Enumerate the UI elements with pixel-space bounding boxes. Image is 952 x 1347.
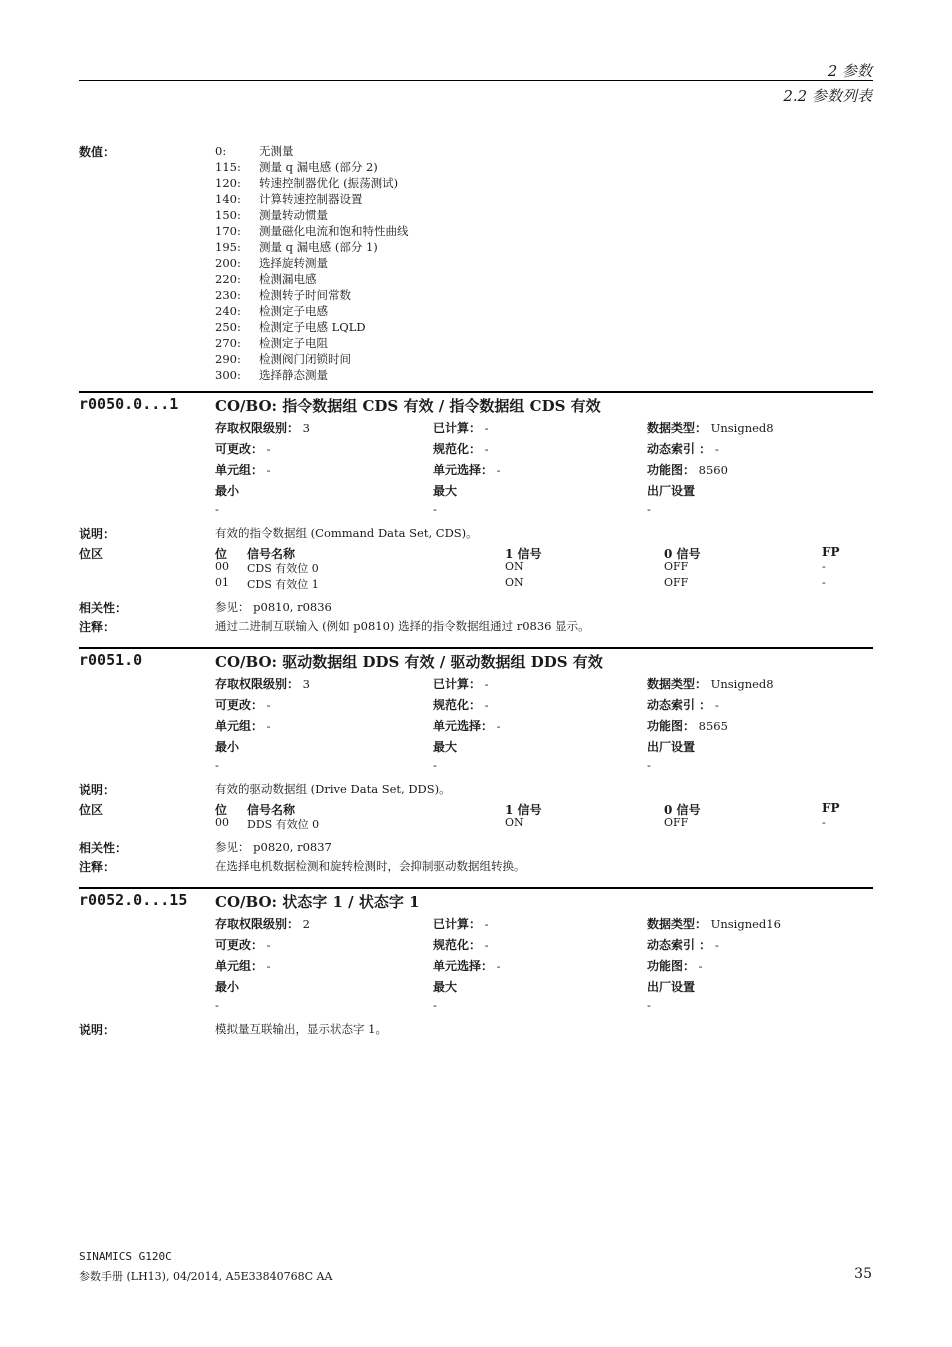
value-row <box>215 287 351 303</box>
attr-label: 可更改： <box>215 698 264 712</box>
attr-label: 功能图： <box>647 463 696 477</box>
value-text: 检测转子时间常数 <box>259 288 351 302</box>
attr-label: 规范化： <box>433 938 482 952</box>
value-code: 290: <box>215 352 241 366</box>
attr-value: 8560 <box>695 463 728 477</box>
bit-one-value: ON <box>505 560 524 573</box>
bit-signal-name: DDS 有效位 0 <box>247 818 320 831</box>
attr-value: - <box>695 959 703 973</box>
value-row <box>215 303 328 319</box>
value-code: 120: <box>215 176 241 190</box>
attr-field <box>215 717 271 734</box>
parameter-name: CO/BO: 驱动数据组 DDS 有效 / 驱动数据组 DDS 有效 <box>215 653 603 671</box>
attr-value: Unsigned8 <box>707 677 774 691</box>
attr-label: 单元组： <box>215 463 264 477</box>
factory-value: - <box>647 502 651 516</box>
max-value: - <box>433 758 437 772</box>
max-value: - <box>433 998 437 1012</box>
fp-col-header: FP <box>822 545 840 559</box>
attr-label: 已计算： <box>433 917 482 931</box>
attr-field <box>433 440 489 457</box>
bit-number: 00 <box>215 560 229 573</box>
description-text: 有效的驱动数据组 (Drive Data Set, DDS)。 <box>215 782 451 796</box>
zero-col-header: 0 信号 <box>664 803 701 817</box>
value-text: 检测漏电感 <box>259 272 317 286</box>
value-row <box>215 239 378 255</box>
one-col-header: 1 信号 <box>505 547 542 561</box>
description-label: 说明： <box>79 1023 116 1037</box>
footer-manual: 参数手册 (LH13), 04/2014, A5E33840768C AA <box>79 1270 333 1283</box>
description-label: 说明： <box>79 783 116 797</box>
value-code: 200: <box>215 256 241 270</box>
factory-label: 出厂设置 <box>647 484 696 498</box>
attr-value: 3 <box>299 421 310 435</box>
value-text: 无测量 <box>259 144 294 158</box>
attr-value: - <box>481 938 489 952</box>
attr-value: 3 <box>299 677 310 691</box>
bit-number: 01 <box>215 576 229 589</box>
attr-label: 功能图： <box>647 719 696 733</box>
footer-product: SINAMICS G120C <box>79 1250 172 1263</box>
factory-label: 出厂设置 <box>647 980 696 994</box>
attr-field <box>433 936 489 953</box>
dependency-text: 参见： p0820, r0837 <box>215 840 332 854</box>
dependency-label: 相关性： <box>79 841 128 855</box>
attr-value: - <box>263 719 271 733</box>
attr-label: 单元组： <box>215 719 264 733</box>
attr-label: 数据类型： <box>647 917 708 931</box>
value-code: 140: <box>215 192 241 206</box>
bit-fp-value: - <box>822 576 826 589</box>
attr-value: - <box>493 719 501 733</box>
attr-value: - <box>263 463 271 477</box>
attr-value: - <box>711 698 719 712</box>
bit-zero-value: OFF <box>664 816 689 829</box>
bit-col-header: 位 <box>215 803 228 817</box>
attr-field <box>215 440 271 457</box>
attr-field <box>433 419 489 436</box>
min-label: 最小 <box>215 980 240 994</box>
value-row <box>215 335 328 351</box>
value-row <box>215 319 366 335</box>
parameter-name: CO/BO: 指令数据组 CDS 有效 / 指令数据组 CDS 有效 <box>215 397 601 415</box>
attr-label: 规范化： <box>433 442 482 456</box>
attr-value: - <box>481 442 489 456</box>
attr-value: - <box>493 463 501 477</box>
value-row <box>215 207 328 223</box>
value-code: 150: <box>215 208 241 222</box>
parameter-id: r0050.0...1 <box>79 395 179 413</box>
attr-field <box>647 957 703 974</box>
value-text: 测量 q 漏电感 (部分 2) <box>259 160 378 174</box>
value-text: 计算转速控制器设置 <box>259 192 363 206</box>
value-text: 转速控制器优化 (振荡测试) <box>259 176 399 190</box>
attr-value: - <box>263 938 271 952</box>
description-text: 有效的指令数据组 (Command Data Set, CDS)。 <box>215 526 478 540</box>
bit-zero-value: OFF <box>664 560 689 573</box>
value-code: 0: <box>215 144 227 158</box>
attr-label: 可更改： <box>215 442 264 456</box>
max-label: 最大 <box>433 740 458 754</box>
note-label: 注释： <box>79 620 116 634</box>
min-value: - <box>215 998 219 1012</box>
value-row <box>215 255 328 271</box>
bit-field-label: 位区 <box>79 803 104 817</box>
parameter-id: r0052.0...15 <box>79 891 188 909</box>
value-code: 195: <box>215 240 241 254</box>
attr-field <box>215 915 310 932</box>
attr-value: Unsigned8 <box>707 421 774 435</box>
one-col-header: 1 信号 <box>505 803 542 817</box>
bit-signal-name: CDS 有效位 1 <box>247 578 319 591</box>
signal-col-header: 信号名称 <box>247 547 296 561</box>
value-row <box>215 143 294 159</box>
note-text: 通过二进制互联输入 (例如 p0810) 选择的指令数据组通过 r0836 显示。 <box>215 619 590 633</box>
attr-value: - <box>711 442 719 456</box>
value-code: 220: <box>215 272 241 286</box>
attr-label: 规范化： <box>433 698 482 712</box>
header-chapter: 2 参数 <box>827 62 872 80</box>
attr-label: 存取权限级别： <box>215 677 300 691</box>
value-code: 170: <box>215 224 241 238</box>
value-code: 300: <box>215 368 241 382</box>
min-value: - <box>215 502 219 516</box>
attr-field <box>433 957 501 974</box>
attr-label: 单元组： <box>215 959 264 973</box>
attr-label: 动态索引 ： <box>647 698 712 712</box>
max-value: - <box>433 502 437 516</box>
value-text: 测量转动惯量 <box>259 208 328 222</box>
value-code: 115: <box>215 160 241 174</box>
value-text: 选择静态测量 <box>259 368 328 382</box>
attr-field <box>647 915 781 932</box>
factory-label: 出厂设置 <box>647 740 696 754</box>
attr-field <box>433 675 489 692</box>
attr-value: - <box>481 917 489 931</box>
min-label: 最小 <box>215 740 240 754</box>
value-text: 检测定子电阻 <box>259 336 328 350</box>
parameter-id: r0051.0 <box>79 651 143 669</box>
attr-label: 单元选择： <box>433 463 494 477</box>
factory-value: - <box>647 758 651 772</box>
attr-field <box>647 936 719 953</box>
attr-field <box>647 419 774 436</box>
attr-field <box>647 696 719 713</box>
attr-field <box>433 696 489 713</box>
note-label: 注释： <box>79 860 116 874</box>
attr-field <box>647 675 774 692</box>
section-rule <box>79 887 873 889</box>
parameter-name: CO/BO: 状态字 1 / 状态字 1 <box>215 893 420 911</box>
attr-field <box>215 419 310 436</box>
header-section: 2.2 参数列表 <box>783 87 872 105</box>
attr-label: 动态索引 ： <box>647 938 712 952</box>
value-text: 测量磁化电流和饱和特性曲线 <box>259 224 409 238</box>
attr-label: 已计算： <box>433 677 482 691</box>
header-rule <box>79 80 873 81</box>
note-text: 在选择电机数据检测和旋转检测时，会抑制驱动数据组转换。 <box>215 859 526 873</box>
bit-col-header: 位 <box>215 547 228 561</box>
attr-label: 存取权限级别： <box>215 421 300 435</box>
min-label: 最小 <box>215 484 240 498</box>
section-rule <box>79 647 873 649</box>
attr-field <box>215 675 310 692</box>
attr-value: 8565 <box>695 719 728 733</box>
description-label: 说明： <box>79 527 116 541</box>
attr-field <box>215 461 271 478</box>
bit-fp-value: - <box>822 560 826 573</box>
attr-value: - <box>481 421 489 435</box>
value-text: 检测定子电感 <box>259 304 328 318</box>
value-code: 230: <box>215 288 241 302</box>
value-text: 检测定子电感 LQLD <box>259 320 366 334</box>
attr-label: 已计算： <box>433 421 482 435</box>
attr-label: 功能图： <box>647 959 696 973</box>
value-text: 测量 q 漏电感 (部分 1) <box>259 240 378 254</box>
attr-label: 可更改： <box>215 938 264 952</box>
attr-field <box>433 717 501 734</box>
attr-field <box>647 717 728 734</box>
attr-field <box>433 461 501 478</box>
bit-signal-name: CDS 有效位 0 <box>247 562 319 575</box>
value-row <box>215 223 409 239</box>
attr-field <box>215 957 271 974</box>
values-label: 数值： <box>79 145 116 159</box>
value-row <box>215 351 351 367</box>
dependency-label: 相关性： <box>79 601 128 615</box>
attr-label: 单元选择： <box>433 719 494 733</box>
attr-field <box>647 440 719 457</box>
value-row <box>215 367 328 383</box>
attr-label: 单元选择： <box>433 959 494 973</box>
value-row <box>215 159 378 175</box>
attr-label: 动态索引 ： <box>647 442 712 456</box>
value-code: 270: <box>215 336 241 350</box>
max-label: 最大 <box>433 484 458 498</box>
value-text: 检测阀门闭锁时间 <box>259 352 351 366</box>
bit-zero-value: OFF <box>664 576 689 589</box>
section-rule <box>79 391 873 393</box>
bit-field-label: 位区 <box>79 547 104 561</box>
attr-value: - <box>263 959 271 973</box>
fp-col-header: FP <box>822 801 840 815</box>
dependency-text: 参见： p0810, r0836 <box>215 600 332 614</box>
attr-field <box>215 696 271 713</box>
value-row <box>215 175 398 191</box>
value-row <box>215 191 363 207</box>
attr-field <box>433 915 489 932</box>
zero-col-header: 0 信号 <box>664 547 701 561</box>
attr-value: - <box>481 698 489 712</box>
page-number: 35 <box>854 1266 872 1282</box>
value-code: 240: <box>215 304 241 318</box>
attr-value: - <box>493 959 501 973</box>
attr-value: - <box>711 938 719 952</box>
factory-value: - <box>647 998 651 1012</box>
description-text: 模拟量互联输出，显示状态字 1。 <box>215 1022 387 1036</box>
attr-value: 2 <box>299 917 310 931</box>
attr-field <box>647 461 728 478</box>
value-row <box>215 271 317 287</box>
bit-number: 00 <box>215 816 229 829</box>
bit-one-value: ON <box>505 816 524 829</box>
min-value: - <box>215 758 219 772</box>
attr-label: 存取权限级别： <box>215 917 300 931</box>
attr-label: 数据类型： <box>647 421 708 435</box>
attr-field <box>215 936 271 953</box>
attr-value: - <box>263 442 271 456</box>
attr-value: - <box>481 677 489 691</box>
value-code: 250: <box>215 320 241 334</box>
attr-value: Unsigned16 <box>707 917 781 931</box>
max-label: 最大 <box>433 980 458 994</box>
bit-fp-value: - <box>822 816 826 829</box>
signal-col-header: 信号名称 <box>247 803 296 817</box>
attr-label: 数据类型： <box>647 677 708 691</box>
attr-value: - <box>263 698 271 712</box>
value-text: 选择旋转测量 <box>259 256 328 270</box>
bit-one-value: ON <box>505 576 524 589</box>
